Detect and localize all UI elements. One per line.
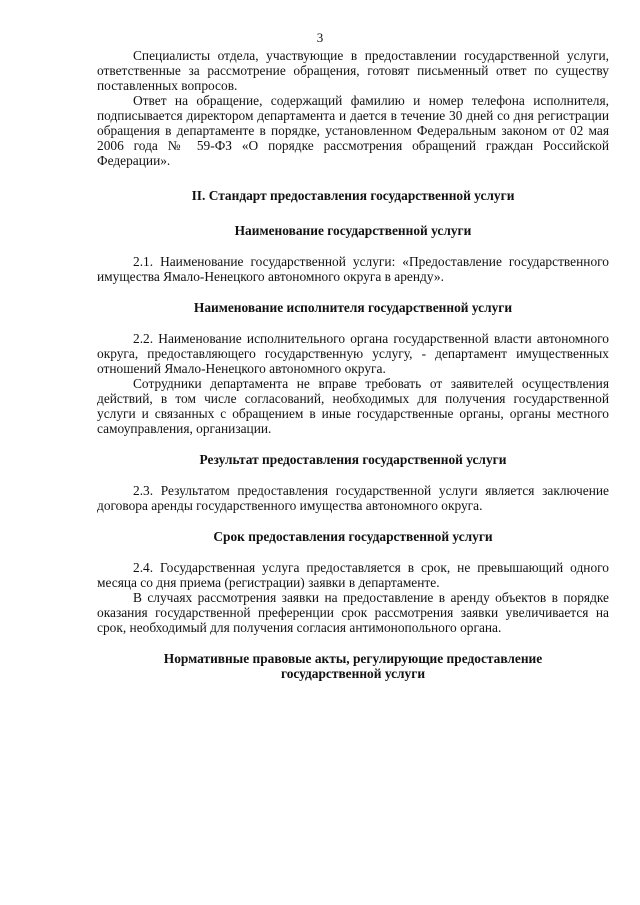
heading-executor: Наименование исполнителя государственной услуги <box>193 300 513 315</box>
paragraph-2-4: 2.4. Государственная услуга предоставляется в срок, не превышающий одного месяца со дня приема (регистрации) заявки в департаменте. <box>97 560 609 590</box>
document-body <box>97 48 609 681</box>
heading-service-name: Наименование государственной услуги <box>234 223 472 238</box>
paragraph-specialists: Специалисты отдела, участвующие в предоставлении государственной услуги, ответственные за рассмотрение обращения, готовят письменный ответ по существу поставленных вопросов. <box>97 48 609 93</box>
page-number: 3 <box>316 30 324 45</box>
heading-legal-acts-line1: Нормативные правовые акты, регулирующие предоставление <box>163 651 543 666</box>
heading-result: Результат предоставления государственной услуги <box>199 452 507 467</box>
paragraph-2-1: 2.1. Наименование государственной услуги: «Предоставление государственного имущества Ямало-Ненецкого автономного округа в аренду». <box>97 254 609 284</box>
paragraph-cases: В случаях рассмотрения заявки на предоставление в аренду объектов в порядке оказания государственной преференции срок рассмотрения заявки увеличивается на срок, необходимый для получения согласия антимонопольного органа. <box>97 590 609 635</box>
paragraph-2-2: 2.2. Наименование исполнительного органа государственной власти автономного округа, предоставляющего государственную услугу, - департамент имущественных отношений Ямало-Ненецкого автономного округа. <box>97 331 609 376</box>
heading-legal-acts-line2: государственной услуги <box>280 666 426 681</box>
section-title: II. Стандарт предоставления государственной услуги <box>191 188 515 203</box>
paragraph-answer: Ответ на обращение, содержащий фамилию и номер телефона исполнителя, подписывается директором департамента и дается в течение 30 дней со дня регистрации обращения в департаменте в порядке, установленном Федеральным законом от 02 мая 2006 года № 59-ФЗ «О порядке рассмотрения обращений граждан Российской Федерации». <box>97 93 609 168</box>
heading-term: Срок предоставления государственной услуги <box>213 529 493 544</box>
paragraph-staff: Сотрудники департамента не вправе требовать от заявителей осуществления действий, в том числе согласований, необходимых для получения государственной услуги и связанных с обращением в иные государственные органы, органы местного самоуправления, организации. <box>97 376 609 436</box>
paragraph-2-3: 2.3. Результатом предоставления государственной услуги является заключение договора аренды государственного имущества автономного округа. <box>97 483 609 513</box>
